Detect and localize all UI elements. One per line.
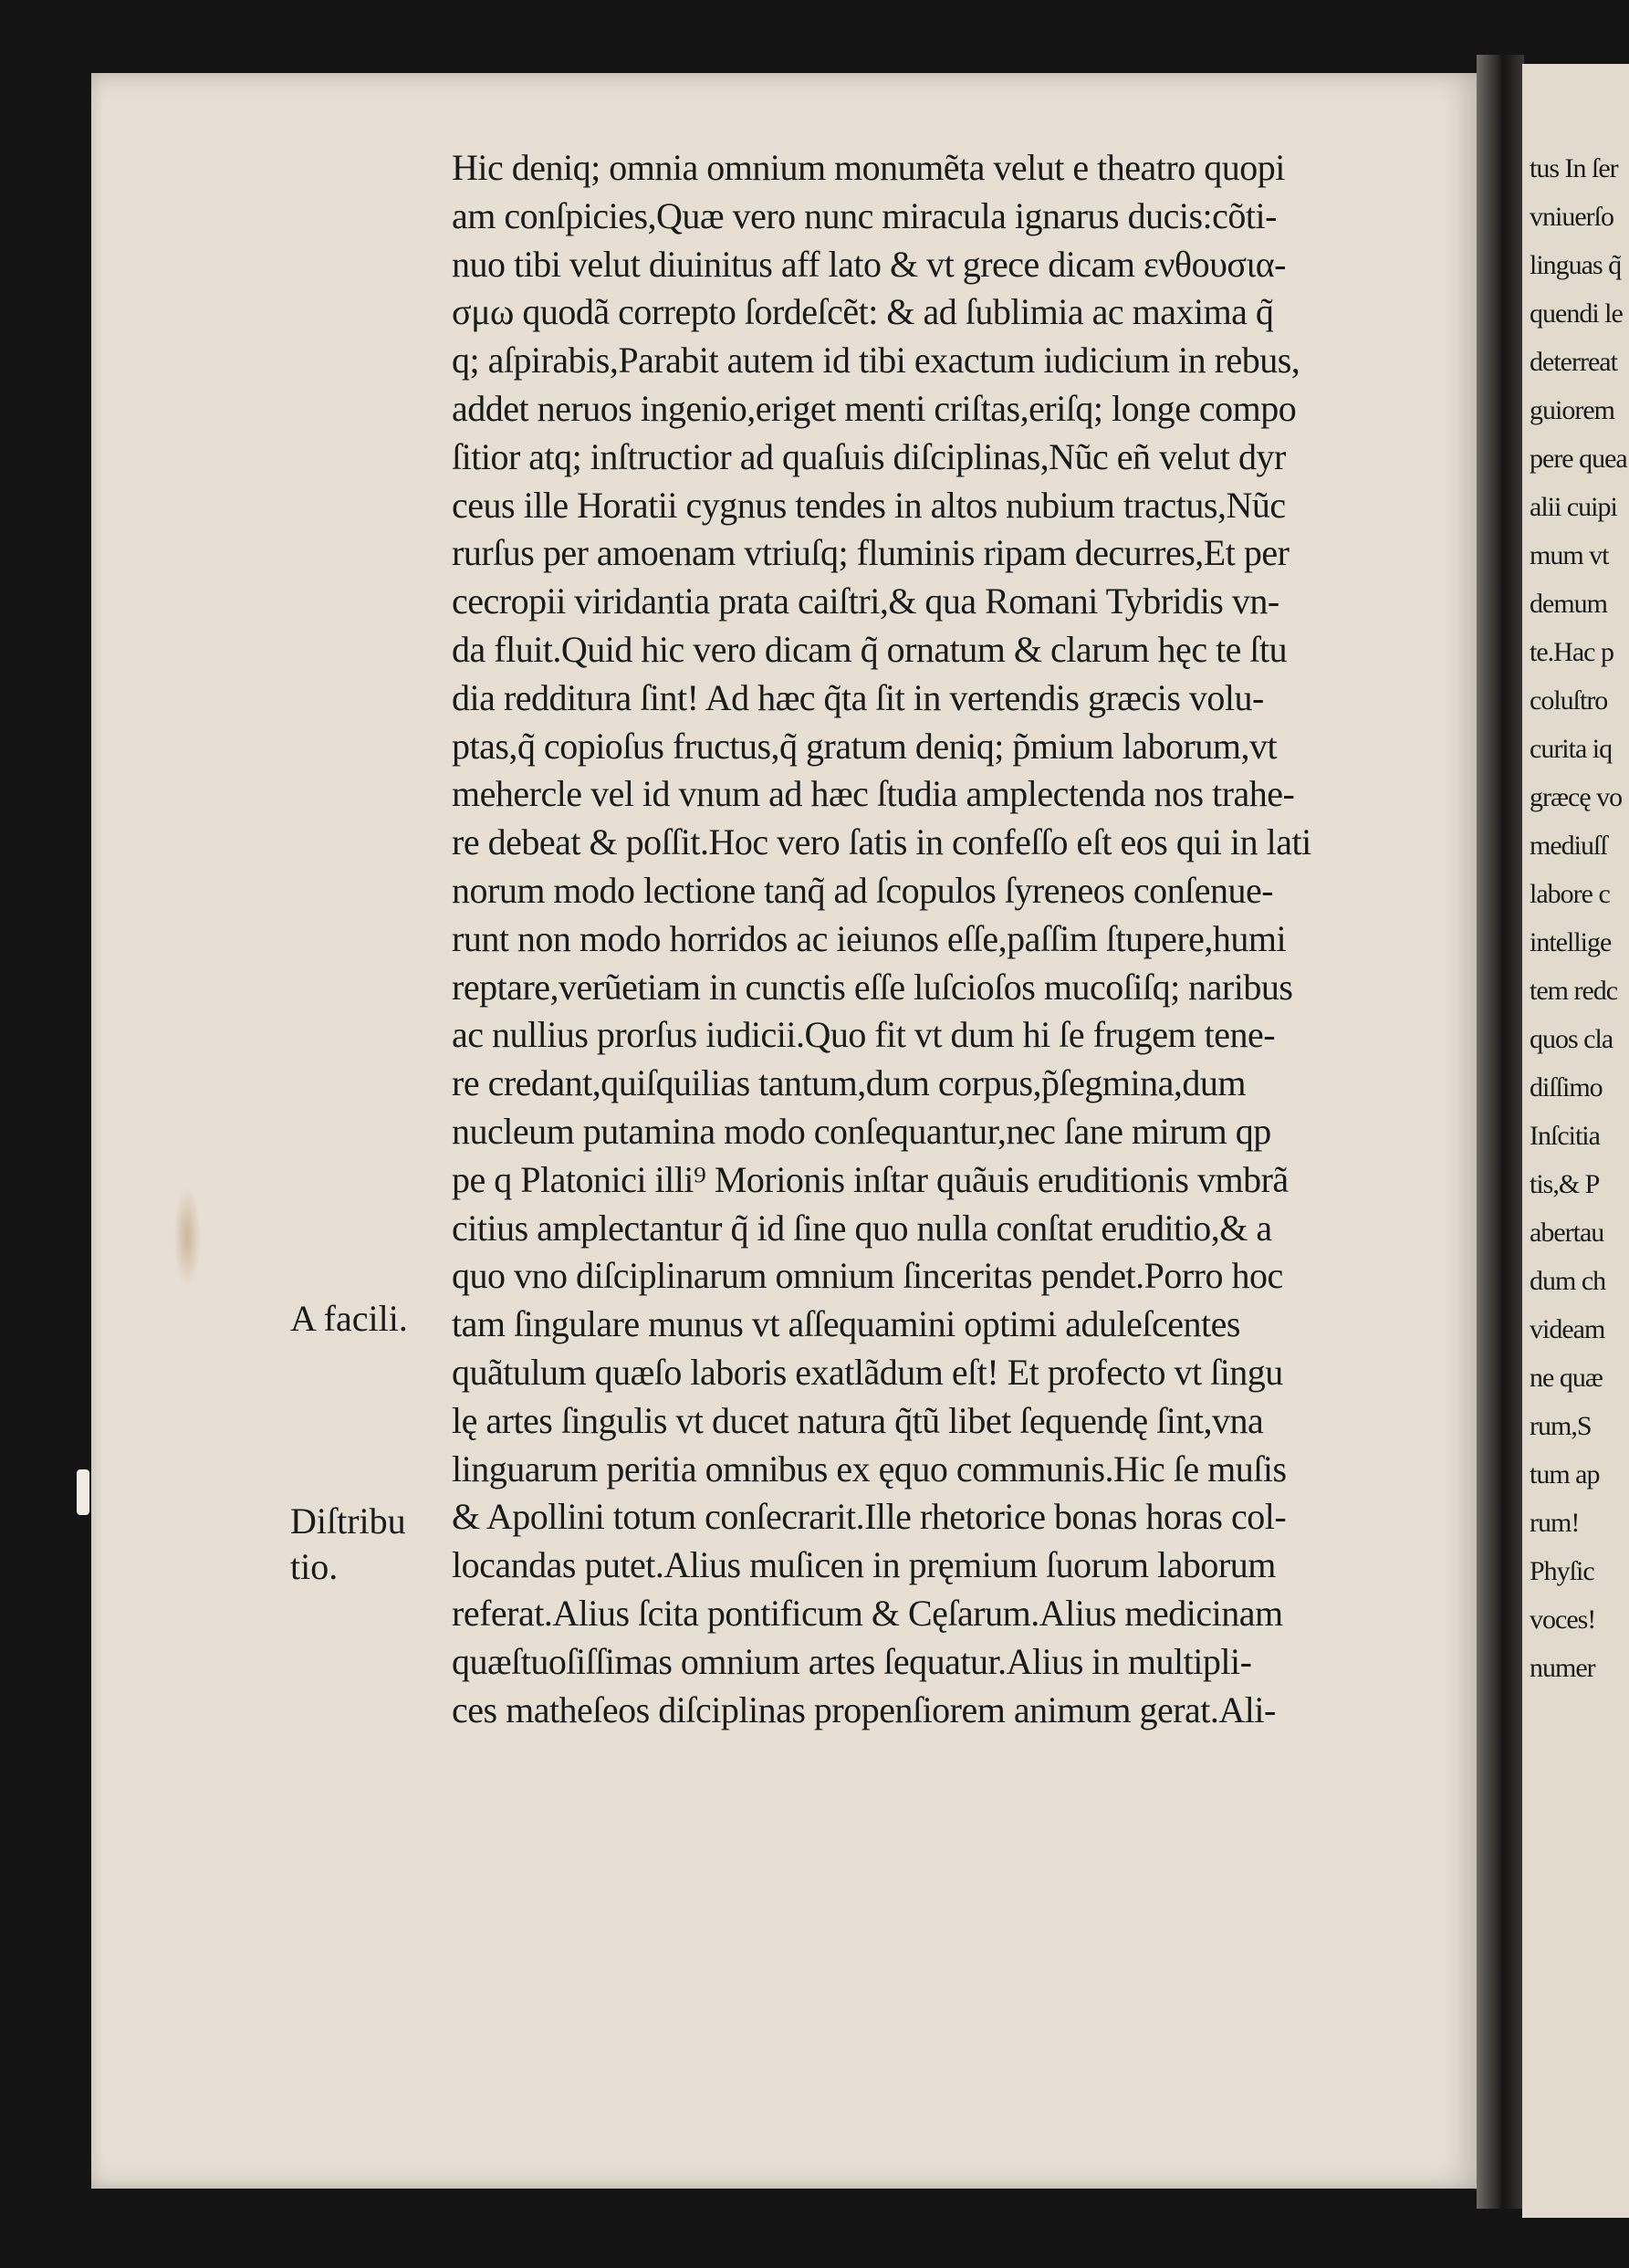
right-page-line: tus In ſer [1530, 153, 1618, 183]
right-page-line: coluſtro [1530, 685, 1608, 716]
book-gutter [1477, 55, 1524, 2209]
text-line: locandas putet.Alius muſicen in pręmium ſuorum laborum [452, 1544, 1276, 1586]
right-page-line: alii cuipi [1530, 492, 1617, 522]
marginal-note-distributio [290, 1499, 406, 1590]
text-line: re credant,quiſquilias tantum,dum corpus,p̃ſegmina,dum [452, 1062, 1246, 1104]
right-page-line: quos cla [1530, 1024, 1613, 1054]
paper-stain [173, 1186, 201, 1287]
text-line: am conſpicies,Quæ vero nunc miracula ignarus ducis:cõti- [452, 194, 1277, 236]
right-page-line: numer [1530, 1653, 1595, 1683]
right-page-line: diſſimo [1530, 1072, 1603, 1103]
right-page-line: te.Hac p [1530, 637, 1613, 667]
right-page-text-fragments [1530, 144, 1629, 1692]
right-page-line: vniuerſo [1530, 202, 1613, 232]
right-page-line: demum [1530, 589, 1607, 619]
right-page-line: deterreat [1530, 347, 1617, 377]
text-line: norum modo lectione tanq̃ ad ſcopulos ſyreneos conſenue- [452, 869, 1274, 911]
text-line: quãtulum quæſo laboris exatlãdum eſt! Et profecto vt ſingu [452, 1351, 1283, 1393]
text-line: da fluit.Quid hic vero dicam q̃ ornatum & clarum hęc te ſtu [452, 628, 1288, 670]
text-line: dia redditura ſint! Ad hæc q̃ta ſit in vertendis græcis volu- [452, 676, 1264, 718]
text-line: Hic deniq; omnia omnium monumẽta velut e theatro quopi [452, 147, 1285, 188]
right-page-line: linguas q̃ [1530, 250, 1622, 280]
text-line: reptare,verũetiam in cunctis eſſe luſcioſos mucoſiſq; naribus [452, 966, 1293, 1008]
right-page-line: voces! [1530, 1604, 1596, 1635]
right-page-line: tem redc [1530, 976, 1618, 1006]
text-line: ſitior atq; inſtructior ad quaſuis diſciplinas,Nũc eñ velut dyr [452, 435, 1286, 477]
right-page-line: guiorem [1530, 395, 1614, 425]
text-line: ac nullius prorſus iudicii.Quo fit vt dum hi ſe frugem tene- [452, 1014, 1276, 1056]
main-text-block [452, 144, 1456, 1734]
text-line: & Apollini totum conſecrarit.Ille rhetorice bonas horas col- [452, 1496, 1287, 1538]
right-page-line: Inſcitia [1530, 1121, 1600, 1151]
text-line: cecropii viridantia prata caiſtri,& qua Romani Tybridis vn- [452, 580, 1279, 622]
right-page-line: rum,S [1530, 1411, 1592, 1441]
text-line: quo vno diſciplinarum omnium ſinceritas pendet.Porro hoc [452, 1255, 1283, 1297]
right-page-line: tum ap [1530, 1459, 1600, 1489]
right-page-line: videam [1530, 1314, 1605, 1344]
right-page-line: rum! [1530, 1508, 1580, 1538]
text-line: mehercle vel id vnum ad hæc ſtudia amplectenda nos trahe- [452, 773, 1295, 815]
page-edge-tear [77, 1469, 89, 1515]
right-page-line: tis,& P [1530, 1169, 1600, 1199]
text-line: pe q Platonici illi⁹ Morionis inſtar quãuis eruditionis vmbrã [452, 1158, 1289, 1200]
text-line: linguarum peritia omnibus ex ęquo communis.Hic ſe muſis [452, 1448, 1287, 1489]
right-page-line: mum vt [1530, 540, 1609, 570]
text-line: re debeat & poſſit.Hoc vero ſatis in confeſſo eſt eos qui in lati [452, 821, 1311, 863]
right-page-line: curita iq [1530, 734, 1613, 764]
text-line: quæſtuoſiſſimas omnium artes ſequatur.Alius in multipli- [452, 1640, 1252, 1682]
right-page-line: græcę vo [1530, 782, 1623, 812]
marginal-note-line: tio. [290, 1546, 339, 1587]
right-page-line: abertau [1530, 1218, 1604, 1248]
text-line: citius amplectantur q̃ id ſine quo nulla conſtat eruditio,& a [452, 1207, 1272, 1249]
text-line: ceus ille Horatii cygnus tendes in altos nubium tractus,Nũc [452, 484, 1286, 526]
text-line: q; aſpirabis,Parabit autem id tibi exactum iudicium in rebus, [452, 340, 1300, 381]
text-line: ptas,q̃ copioſus fructus,q̃ gratum deniq; p̃mium laborum,vt [452, 725, 1278, 767]
marginal-note-line: Diſtribu [290, 1500, 406, 1542]
text-line: ces matheſeos diſciplinas propenſiorem animum gerat.Ali- [452, 1688, 1276, 1730]
text-line: runt non modo horridos ac ieiunos eſſe,paſſim ſtupere,humi [452, 917, 1287, 959]
right-page-line: pere quea [1530, 444, 1627, 474]
text-line: tam ſingulare munus vt aſſequamini optimi aduleſcentes [452, 1303, 1240, 1345]
text-line: nucleum putamina modo conſequantur,nec ſane mirum qp [452, 1110, 1271, 1152]
right-page-line: intellige [1530, 927, 1612, 957]
text-line: referat.Alius ſcita pontificum & Cęſarum.Alius medicinam [452, 1592, 1283, 1634]
right-page-line: mediuſſ [1530, 831, 1607, 861]
text-line: nuo tibi velut diuinitus aff lato & vt grece dicam ενθουσια- [452, 243, 1286, 285]
right-page-line: dum ch [1530, 1266, 1606, 1296]
right-page-line: ne quæ [1530, 1363, 1603, 1393]
right-page-line: Phyſic [1530, 1556, 1594, 1586]
text-line: addet neruos ingenio,eriget menti criſtas,eriſq; longe compo [452, 387, 1297, 429]
text-line: σμω quodã correpto ſordeſcẽt: & ad ſublimia ac maxima q̃ [452, 291, 1274, 333]
right-page-line: labore c [1530, 879, 1610, 909]
right-page-line: quendi le [1530, 298, 1623, 329]
marginal-note-a-facili: A facili. [290, 1298, 408, 1339]
text-line: lę artes ſingulis vt ducet natura q̃tũ libet ſequendę ſint,vna [452, 1399, 1264, 1441]
text-line: rurſus per amoenam vtriuſq; fluminis ripam decurres,Et per [452, 532, 1290, 574]
